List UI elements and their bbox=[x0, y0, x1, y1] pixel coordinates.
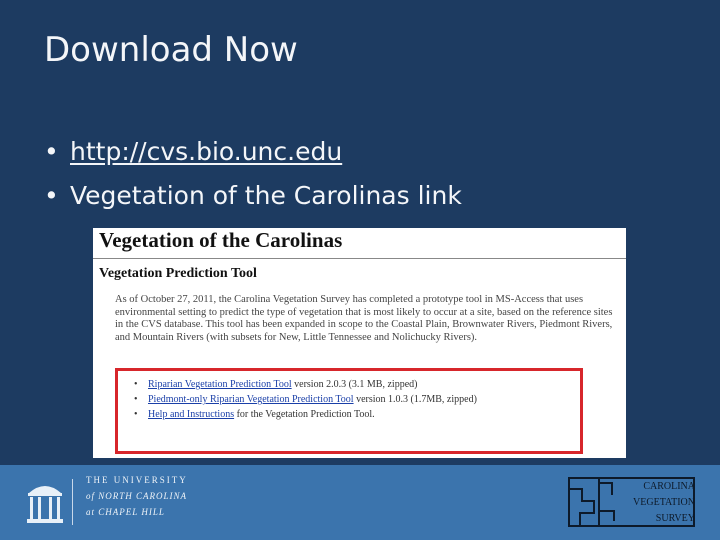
download-item: • Riparian Vegetation Prediction Tool version 2.0.3 (3.1 MB, zipped) bbox=[134, 379, 418, 390]
download-item: • Help and Instructions for the Vegetation Prediction Tool. bbox=[134, 409, 375, 420]
slide-title: Download Now bbox=[44, 30, 298, 70]
highlight-box bbox=[115, 368, 583, 454]
old-well-icon bbox=[26, 479, 64, 525]
download-item-info: version 1.0.3 (1.7MB, zipped) bbox=[353, 394, 477, 405]
bullet-list bbox=[44, 134, 462, 222]
website-screenshot bbox=[93, 228, 626, 458]
download-item: • Piedmont-only Riparian Vegetation Prediction Tool version 1.0.3 (1.7MB, zipped) bbox=[134, 394, 477, 405]
unc-line-3: at CHAPEL HILL bbox=[86, 507, 165, 517]
riparian-tool-link[interactable]: Riparian Vegetation Prediction Tool bbox=[148, 379, 292, 390]
unc-line-2: of NORTH CAROLINA bbox=[86, 491, 188, 501]
bullet-text: Vegetation of the Carolinas link bbox=[70, 181, 462, 210]
bullet-marker: • bbox=[44, 137, 59, 166]
screenshot-heading: Vegetation of the Carolinas bbox=[99, 228, 343, 252]
help-instructions-link[interactable]: Help and Instructions bbox=[148, 409, 235, 420]
download-item-info: for the Vegetation Prediction Tool. bbox=[234, 409, 375, 420]
heading-rule bbox=[93, 258, 626, 259]
cvs-website-link[interactable]: http://cvs.bio.unc.edu bbox=[70, 137, 343, 166]
footer-divider bbox=[72, 479, 73, 525]
piedmont-tool-link[interactable]: Piedmont-only Riparian Vegetation Prediction Tool bbox=[148, 394, 354, 405]
bullet-item-vegetation bbox=[44, 178, 462, 222]
cvs-line-3: SURVEY bbox=[655, 513, 695, 524]
cvs-line-1: CAROLINA bbox=[643, 481, 695, 492]
footer-bar bbox=[0, 465, 720, 540]
unc-line-1: THE UNIVERSITY bbox=[86, 475, 188, 485]
bullet-item-url bbox=[44, 134, 462, 178]
screenshot-paragraph: As of October 27, 2011, the Carolina Vegetation Survey has completed a prototype tool in MS-Access that uses environmental setting to predict the type of vegetation that is most likely to occur at a site, based on the reference sites in the CVS database. This tool has been expanded in scope to the Coastal Plain, Brownwater Rivers, Piedmont Rivers, and Mountain Rivers (with subsets for New, Little Tennessee and Nolichucky Rivers). bbox=[115, 294, 613, 343]
unc-wordmark bbox=[86, 472, 188, 520]
download-links-list bbox=[134, 377, 477, 422]
screenshot-subheading: Vegetation Prediction Tool bbox=[99, 266, 257, 281]
cvs-wordmark bbox=[605, 479, 695, 527]
bullet-marker: • bbox=[44, 181, 59, 210]
cvs-line-2: VEGETATION bbox=[633, 497, 695, 508]
download-item-info: version 2.0.3 (3.1 MB, zipped) bbox=[291, 379, 418, 390]
